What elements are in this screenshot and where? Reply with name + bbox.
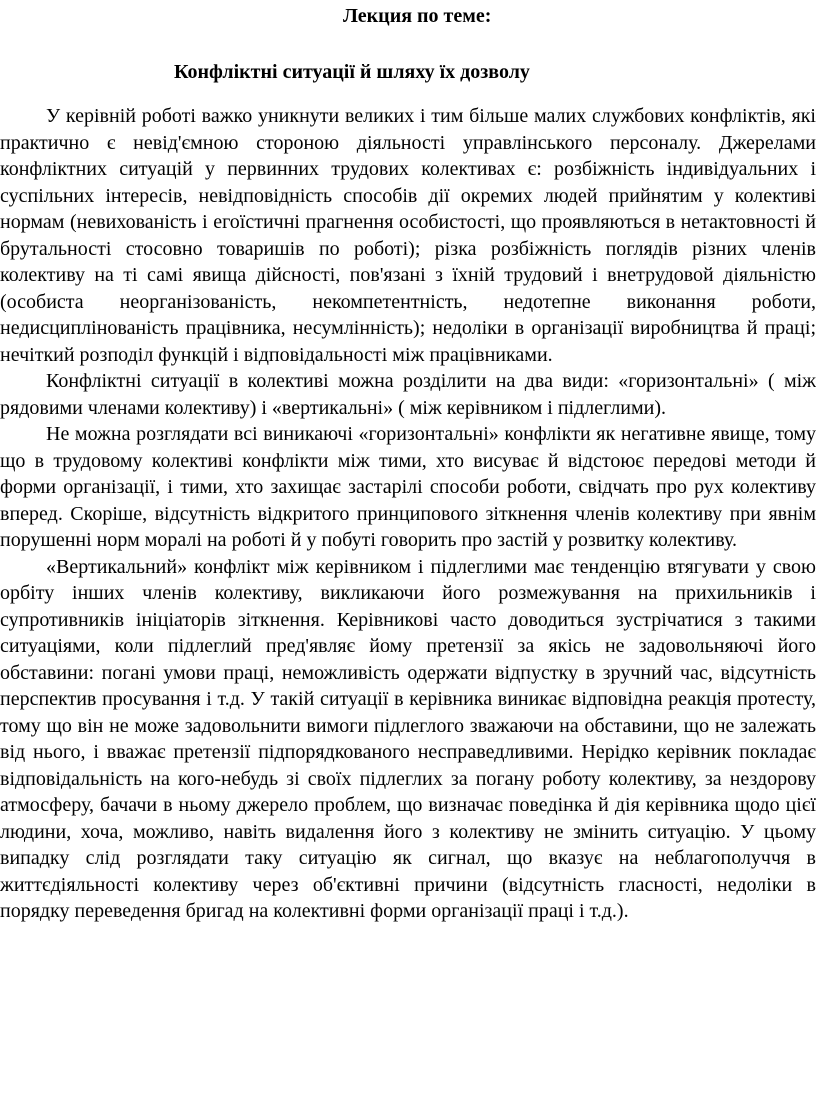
paragraph-conflict-sources: У керівній роботі важко уникнути великих і тим більше малих службових конфліктів, які практично є невід'ємною стороною діяльності управлінського персоналу. Джерелами конфліктних ситуацій у первинних трудових колективах є: розбіжність індивідуальних і суспільних інтересів, невідповідність способів дії окремих людей прийнятим у колективі нормам (невихованість і егоїстичні прагнення особистості, що проявляються в нетактовності й брутальності стосовно товаришів по роботі); різка розбіжність поглядів різних членів колективу на ті самі явища дійсності, пов'язані з їхній трудовий і внетрудовой діяльністю (особиста неорганізованість, некомпетентність, недотепне виконання роботи, недисциплінованість працівника, несумлінність); недоліки в організації виробництва й праці; нечіткий розподіл функцій і відповідальності між працівниками.	[0, 105, 816, 366]
lecture-body	[0, 103, 816, 925]
paragraph-conflict-types: Конфліктні ситуації в колективі можна розділити на два види: «горизонтальні» ( між рядовими членами колективу) і «вертикальні» ( між керівником і підлеглими).	[0, 370, 816, 419]
paragraph-horizontal-conflicts: Не можна розглядати всі виникаючі «горизонтальні» конфлікти як негативне явище, тому що в трудовому колективі конфлікти між тими, хто висуває й відстоює передові методи й форми організації, і тими, хто захищає застарілі способи роботи, свідчать про рух колективу вперед. Скоріше, відсутність відкритого принципового зіткнення членів колективу при явнім порушенні норм моралі на роботі й у побуті говорить про застій у розвитку колективу.	[0, 423, 816, 551]
paragraph-vertical-conflicts: «Вертикальний» конфлікт між керівником і підлеглими має тенденцію втягувати у свою орбіту інших членів колективу, викликаючи його розмежування на прихильників і супротивників ініціаторів зіткнення. Керівникові часто доводиться зустрічатися з такими ситуаціями, коли підлеглий пред'являє йому претензії за якісь не задовольняючі його обставини: погані умови праці, неможливість одержати відпустку в зручний час, відсутність перспектив просування і т.д. У такій ситуації в керівника виникає відповідна реакція протесту, тому що він не може задовольнити вимоги підлеглого зважаючи на обставини, що не залежать від нього, і вважає претензії підпорядкованого несправедливими. Нерідко керівник покладає відповідальність на кого-небудь зі своїх підлеглих за погану роботу колективу, за нездорову атмосферу, бачачи в ньому джерело проблем, що визначає поведінка й дія керівника щодо цієї людини, хоча, можливо, навіть видалення його з колективу не змінить ситуацію. У цьому випадку слід розглядати таку ситуацію як сигнал, що вказує на неблагополуччя в життєдіяльності колективу через об'єктивні причини (відсутність гласності, недоліки в порядку переведення бригад на колективні форми організації праці і т.д.).	[0, 555, 816, 922]
lecture-title: Лекция по теме:	[343, 5, 492, 27]
lecture-subtitle: Конфліктні ситуації й шляху їх дозволу	[174, 61, 530, 83]
